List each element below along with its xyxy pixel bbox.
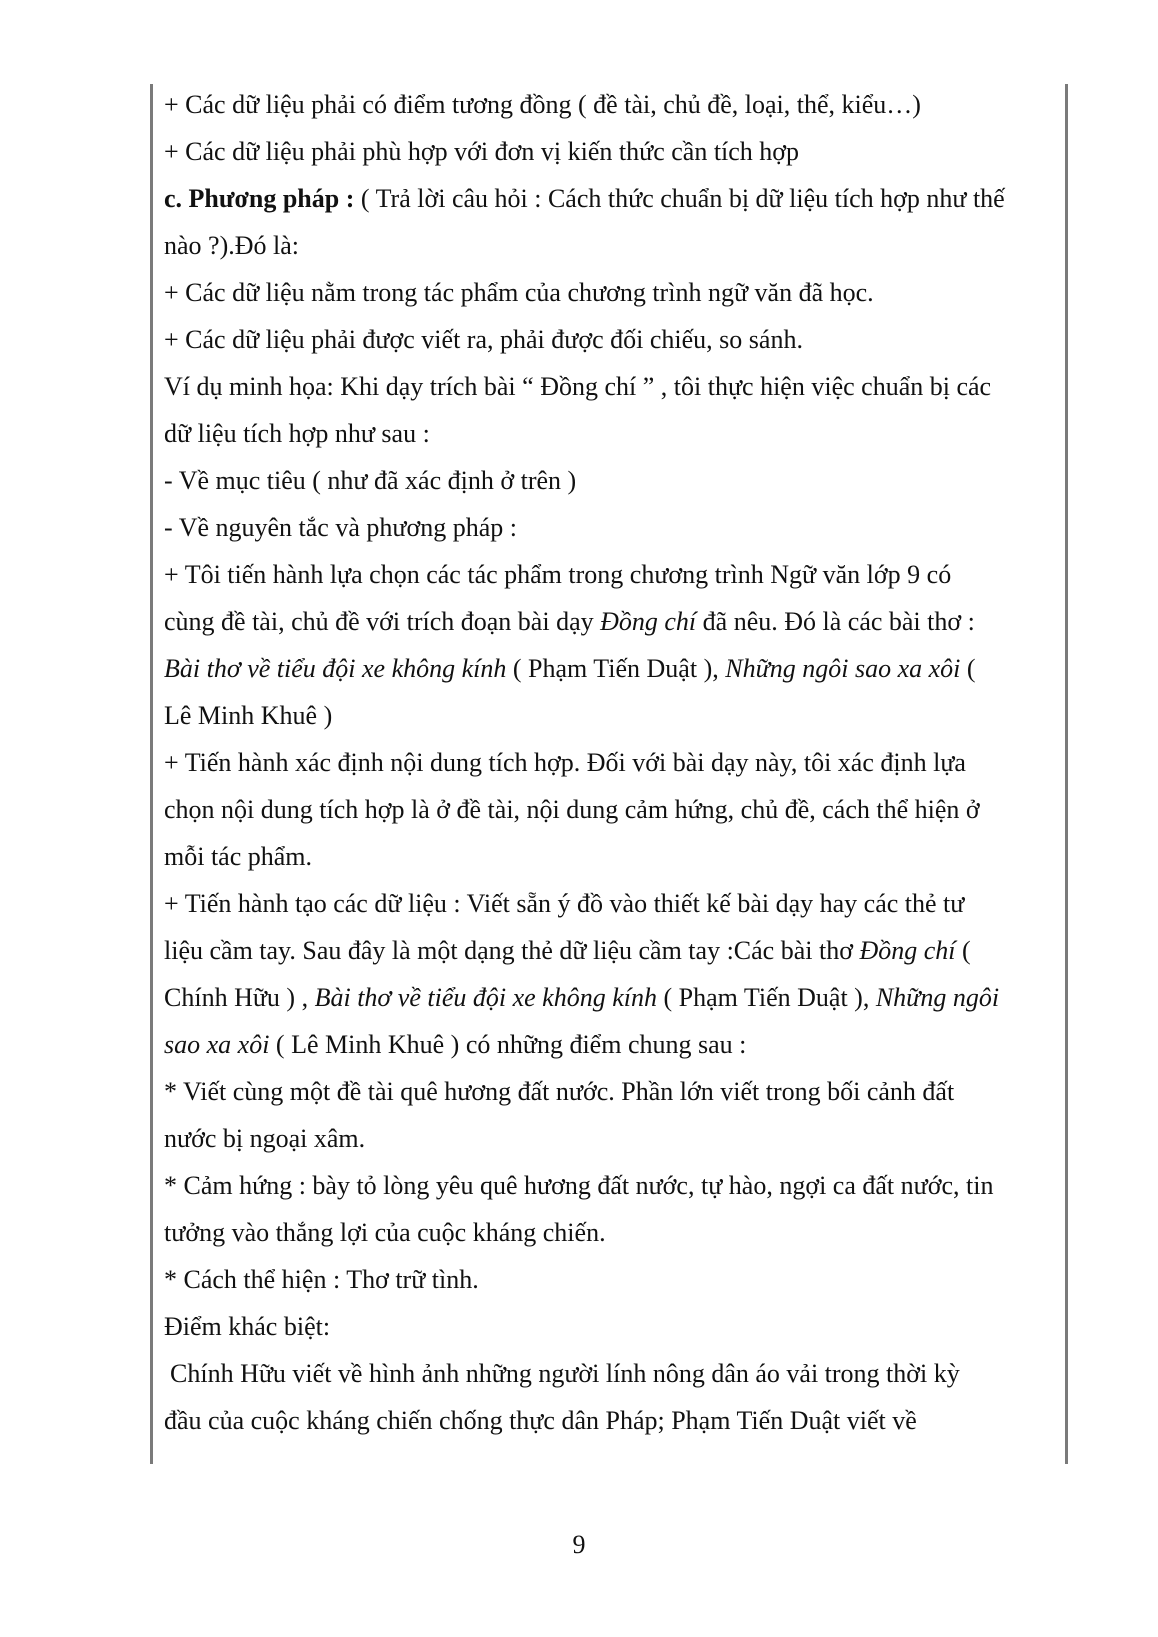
table-border-right <box>1065 84 1068 1464</box>
text-line: + Các dữ liệu phải có điểm tương đồng ( đề tài, chủ đề, loại, thể, kiểu…) <box>164 90 921 119</box>
work-title: Những ngôi <box>875 983 1000 1012</box>
text-line: nước bị ngoại xâm. <box>164 1124 366 1153</box>
text-line: - Về nguyên tắc và phương pháp : <box>164 513 517 542</box>
section-heading: c. Phương pháp : <box>164 184 355 213</box>
text-line: * Cảm hứng : bày tỏ lòng yêu quê hương đất nước, tự hào, ngợi ca đất nước, tin <box>164 1171 994 1200</box>
text-line: * Cách thể hiện : Thơ trữ tình. <box>164 1265 479 1294</box>
work-title: Bài thơ về tiểu đội xe không kính <box>314 983 657 1012</box>
work-title: Đồng chí <box>859 936 956 965</box>
text-line: c. Phương pháp : ( Trả lời câu hỏi : Cách thức chuẩn bị dữ liệu tích hợp như thế <box>164 184 1005 213</box>
text-line: Chính Hữu viết về hình ảnh những người lính nông dân áo vải trong thời kỳ <box>170 1359 960 1388</box>
text-line: Chính Hữu ) , Bài thơ về tiểu đội xe không kính ( Phạm Tiến Duật ), Những ngôi <box>164 983 1000 1012</box>
text-line: nào ?).Đó là: <box>164 231 300 260</box>
table-border-left <box>150 84 153 1464</box>
text-line: + Tôi tiến hành lựa chọn các tác phẩm trong chương trình Ngữ văn lớp 9 có <box>164 560 952 589</box>
work-title: sao xa xôi <box>164 1030 270 1059</box>
text-line: tưởng vào thắng lợi của cuộc kháng chiến. <box>164 1218 606 1247</box>
text-line: + Các dữ liệu phải phù hợp với đơn vị kiến thức cần tích hợp <box>164 137 800 166</box>
text-line: Lê Minh Khuê ) <box>164 701 333 730</box>
text-line: - Về mục tiêu ( như đã xác định ở trên ) <box>164 466 577 495</box>
text-line: Bài thơ về tiểu đội xe không kính ( Phạm Tiến Duật ), Những ngôi sao xa xôi ( <box>164 654 976 683</box>
text-line: Ví dụ minh họa: Khi dạy trích bài “ Đồng chí ” , tôi thực hiện việc chuẩn bị các <box>164 372 992 401</box>
text-line: + Tiến hành tạo các dữ liệu : Viết sẵn ý đồ vào thiết kế bài dạy hay các thẻ tư <box>164 889 965 918</box>
text-line: liệu cầm tay. Sau đây là một dạng thẻ dữ liệu cầm tay :Các bài thơ Đồng chí ( <box>164 936 971 965</box>
text-line: Điểm khác biệt: <box>164 1312 331 1341</box>
text-line: dữ liệu tích hợp như sau : <box>164 419 430 448</box>
page-number: 9 <box>572 1530 586 1559</box>
work-title: Đồng chí <box>600 607 697 636</box>
text-line: * Viết cùng một đề tài quê hương đất nước. Phần lớn viết trong bối cảnh đất <box>164 1077 955 1106</box>
text-line: chọn nội dung tích hợp là ở đề tài, nội dung cảm hứng, chủ đề, cách thể hiện ở <box>164 795 980 824</box>
text-line: + Các dữ liệu phải được viết ra, phải được đối chiếu, so sánh. <box>164 325 803 354</box>
text-line: mỗi tác phẩm. <box>164 842 313 871</box>
text-line: + Các dữ liệu nằm trong tác phẩm của chương trình ngữ văn đã học. <box>164 278 874 307</box>
text-line: cùng đề tài, chủ đề với trích đoạn bài dạy Đồng chí đã nêu. Đó là các bài thơ : <box>164 607 975 636</box>
text-line: + Tiến hành xác định nội dung tích hợp. Đối với bài dạy này, tôi xác định lựa <box>164 748 966 777</box>
work-title: Những ngôi sao xa xôi <box>725 654 961 683</box>
body-text <box>164 81 1059 1444</box>
text-line: đầu của cuộc kháng chiến chống thực dân Pháp; Phạm Tiến Duật viết về <box>164 1406 917 1435</box>
text-line: sao xa xôi ( Lê Minh Khuê ) có những điểm chung sau : <box>164 1030 747 1059</box>
work-title: Bài thơ về tiểu đội xe không kính <box>164 654 507 683</box>
